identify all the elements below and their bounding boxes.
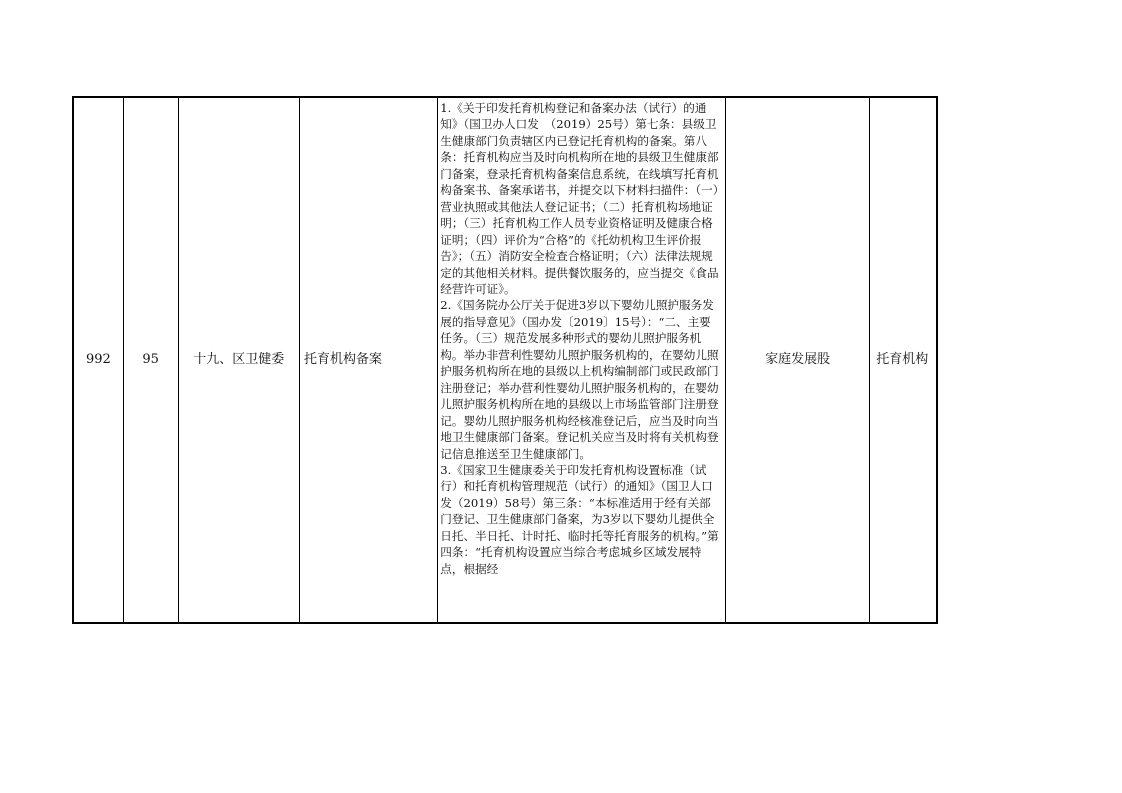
implementing-unit: 家庭发展股 (765, 352, 831, 367)
item-number-cell (124, 98, 179, 622)
legal-basis-paragraph-1: 1.《关于印发托育机构登记和备案办法（试行）的通知》（国卫办人口发 （2019）25号）第七条：县级卫生健康部门负责辖区内已登记托育机构的备案。第八条：托育机构应当及时向机构所在地的县级卫生健康部门备案，登录托育机构备案信息系统，在线填写托育机构备案书、备案承诺书，并提交以下材料扫描件：（一）营业执照或其他法人登记证书；（二）托育机构场地证明；（三）托育机构工作人员专业资格证明及健康合格证明；（四）评价为“合格”的《托幼机构卫生评价报告》；（五）消防安全检查合格证明；（六）法律法规规定的其他相关材料。提供餐饮服务的，应当提交《食品经营许可证》。 (440, 101, 719, 296)
legal-basis-paragraph-2: 2.《国务院办公厅关于促进3岁以下婴幼儿照护服务发展的指导意见》（国办发〔2019〕15号）：“二、主要任务。（三）规范发展多种形式的婴幼儿照护服务机构。举办非营利性婴幼儿照护服务机构的，在婴幼儿照护服务机构所在地的县级以上机构编制部门或民政部门注册登记；举办营利性婴幼儿照护服务机构的，在婴幼儿照护服务机构所在地的县级以上市场监管部门注册登记。婴幼儿照护服务机构经核准登记后，应当及时向当地卫生健康部门备案。登记机关应当及时将有关机构登记信息推送至卫生健康部门。 (440, 298, 719, 461)
category: 托育机构 (876, 352, 929, 367)
item-name: 托育机构备案 (303, 352, 382, 367)
legal-basis-paragraph-3: 3.《国家卫生健康委关于印发托育机构设置标准（试行）和托育机构管理规范（试行）的通知》（国卫人口发（2019）58号）第三条：“本标准适用于经有关部门登记、卫生健康部门备案，为3岁以下婴幼儿提供全日托、半日托、计时托、临时托等托育服务的机构。”第四条：“托育机构设置应当综合考虑城乡区域发展特点，根据经 (440, 462, 719, 576)
department-name: 十九、区卫健委 (193, 352, 285, 367)
implementing-unit-cell (726, 98, 870, 622)
serial-number: 992 (85, 352, 111, 367)
category-cell (870, 98, 936, 622)
serial-number-cell (74, 98, 124, 622)
catalog-table-row (72, 96, 938, 624)
department-cell (179, 98, 300, 622)
legal-basis-cell (438, 98, 726, 622)
item-number: 95 (142, 352, 159, 367)
item-name-cell (300, 98, 438, 622)
